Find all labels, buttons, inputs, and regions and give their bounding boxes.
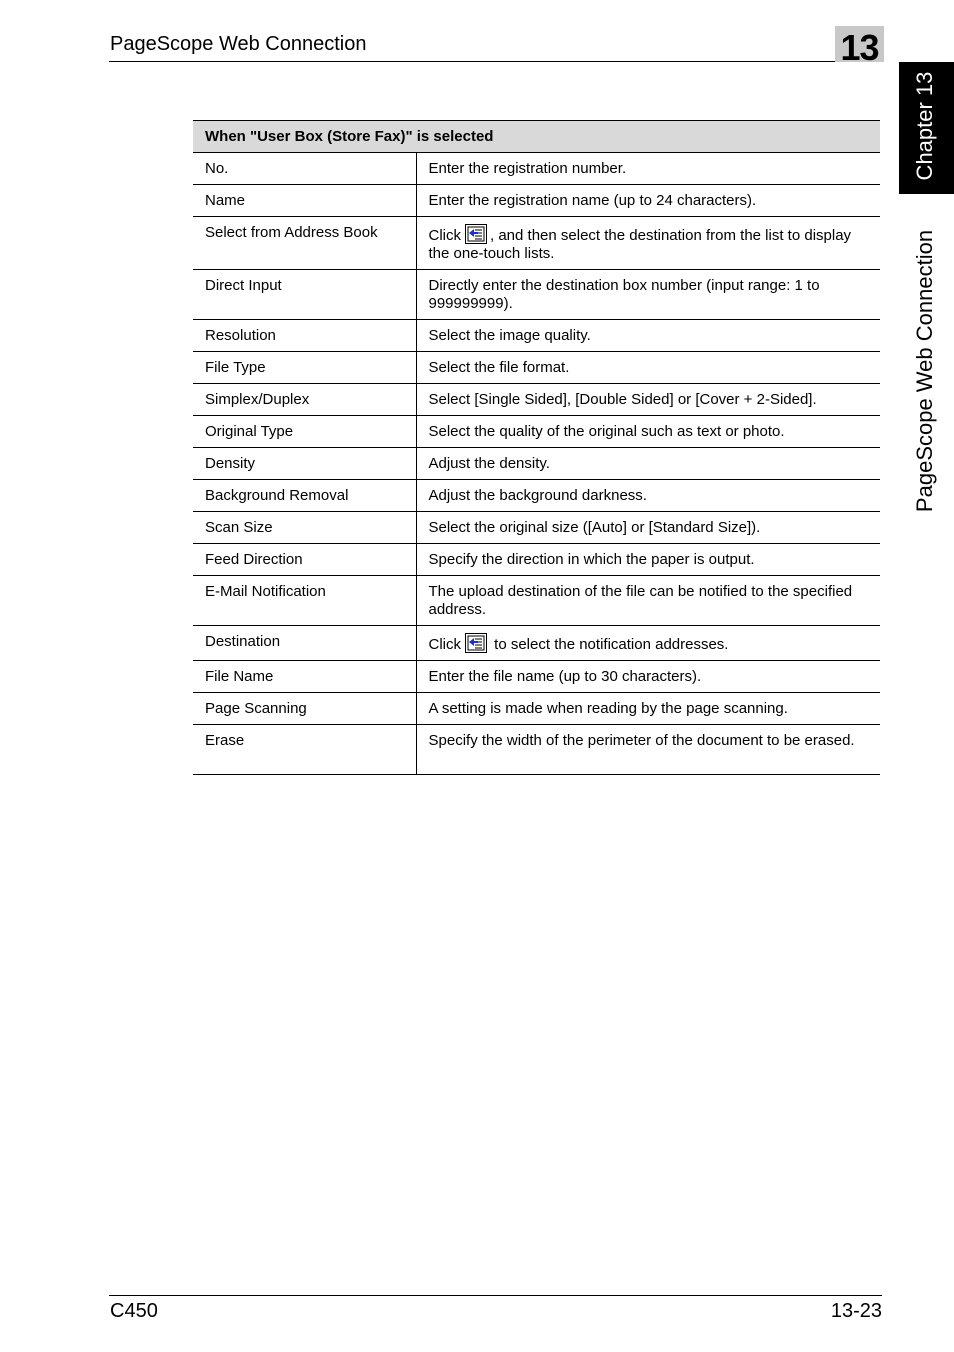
- row-desc: Specify the width of the perimeter of the document to be erased.: [416, 725, 880, 775]
- table-row: [193, 270, 880, 320]
- row-key: Select from Address Book: [193, 217, 416, 270]
- table-heading: When "User Box (Store Fax)" is selected: [193, 121, 880, 153]
- table-row: [193, 661, 880, 693]
- desc-text-before: Click: [428, 227, 461, 244]
- desc-text-after: to select the notification addresses.: [490, 636, 729, 653]
- table-row: [193, 448, 880, 480]
- row-desc: A setting is made when reading by the page scanning.: [416, 693, 880, 725]
- row-desc: Select the quality of the original such as text or photo.: [416, 416, 880, 448]
- row-desc: Enter the registration number.: [416, 153, 880, 185]
- table-row: [193, 693, 880, 725]
- row-desc: Adjust the density.: [416, 448, 880, 480]
- row-desc: Adjust the background darkness.: [416, 480, 880, 512]
- table-row: [193, 384, 880, 416]
- row-desc: [416, 217, 880, 270]
- row-desc: Enter the file name (up to 30 characters).: [416, 661, 880, 693]
- row-key: E-Mail Notification: [193, 576, 416, 626]
- table-row: [193, 480, 880, 512]
- row-desc: Specify the direction in which the paper is output.: [416, 544, 880, 576]
- table-row: [193, 512, 880, 544]
- table-row: [193, 352, 880, 384]
- row-key: Name: [193, 185, 416, 217]
- row-desc: Select the original size ([Auto] or [Standard Size]).: [416, 512, 880, 544]
- row-key: Destination: [193, 626, 416, 661]
- table-row: [193, 416, 880, 448]
- row-key: File Type: [193, 352, 416, 384]
- table-row: [193, 626, 880, 661]
- row-key: Original Type: [193, 416, 416, 448]
- table-header-row: [193, 121, 880, 153]
- side-chapter-label: Chapter 13: [912, 71, 937, 181]
- address-book-icon: [465, 224, 487, 244]
- page-header-title: PageScope Web Connection: [110, 33, 367, 55]
- row-key: No.: [193, 153, 416, 185]
- row-key: Feed Direction: [193, 544, 416, 576]
- row-key: Scan Size: [193, 512, 416, 544]
- table-row: [193, 320, 880, 352]
- row-desc: Select the file format.: [416, 352, 880, 384]
- row-desc: [416, 626, 880, 661]
- row-desc: Enter the registration name (up to 24 characters).: [416, 185, 880, 217]
- footer-model-name: C450: [110, 1300, 158, 1322]
- footer-page-number: 13-23: [830, 1300, 882, 1322]
- row-key: Simplex/Duplex: [193, 384, 416, 416]
- table-row: [193, 576, 880, 626]
- header-divider: [109, 61, 882, 62]
- row-desc: Select [Single Sided], [Double Sided] or [Cover + 2-Sided].: [416, 384, 880, 416]
- address-book-icon: [465, 633, 487, 653]
- table-row: [193, 544, 880, 576]
- row-key: Density: [193, 448, 416, 480]
- footer-divider: [109, 1295, 882, 1296]
- side-section-label: PageScope Web Connection: [912, 229, 937, 513]
- settings-table: [193, 120, 880, 775]
- table-row: [193, 185, 880, 217]
- table-row: [193, 725, 880, 775]
- row-key: Page Scanning: [193, 693, 416, 725]
- row-key: Background Removal: [193, 480, 416, 512]
- row-desc: Select the image quality.: [416, 320, 880, 352]
- desc-text-after: , and then select the destination from the list to display the one-touch lists.: [428, 227, 852, 262]
- desc-text-before: Click: [428, 636, 461, 653]
- table-row: [193, 217, 880, 270]
- row-key: Direct Input: [193, 270, 416, 320]
- table-row: [193, 153, 880, 185]
- row-desc: Directly enter the destination box number (input range: 1 to 999999999).: [416, 270, 880, 320]
- row-desc: The upload destination of the file can be notified to the specified address.: [416, 576, 880, 626]
- row-key: Resolution: [193, 320, 416, 352]
- row-key: Erase: [193, 725, 416, 775]
- row-key: File Name: [193, 661, 416, 693]
- chapter-number-badge: 13: [835, 26, 884, 62]
